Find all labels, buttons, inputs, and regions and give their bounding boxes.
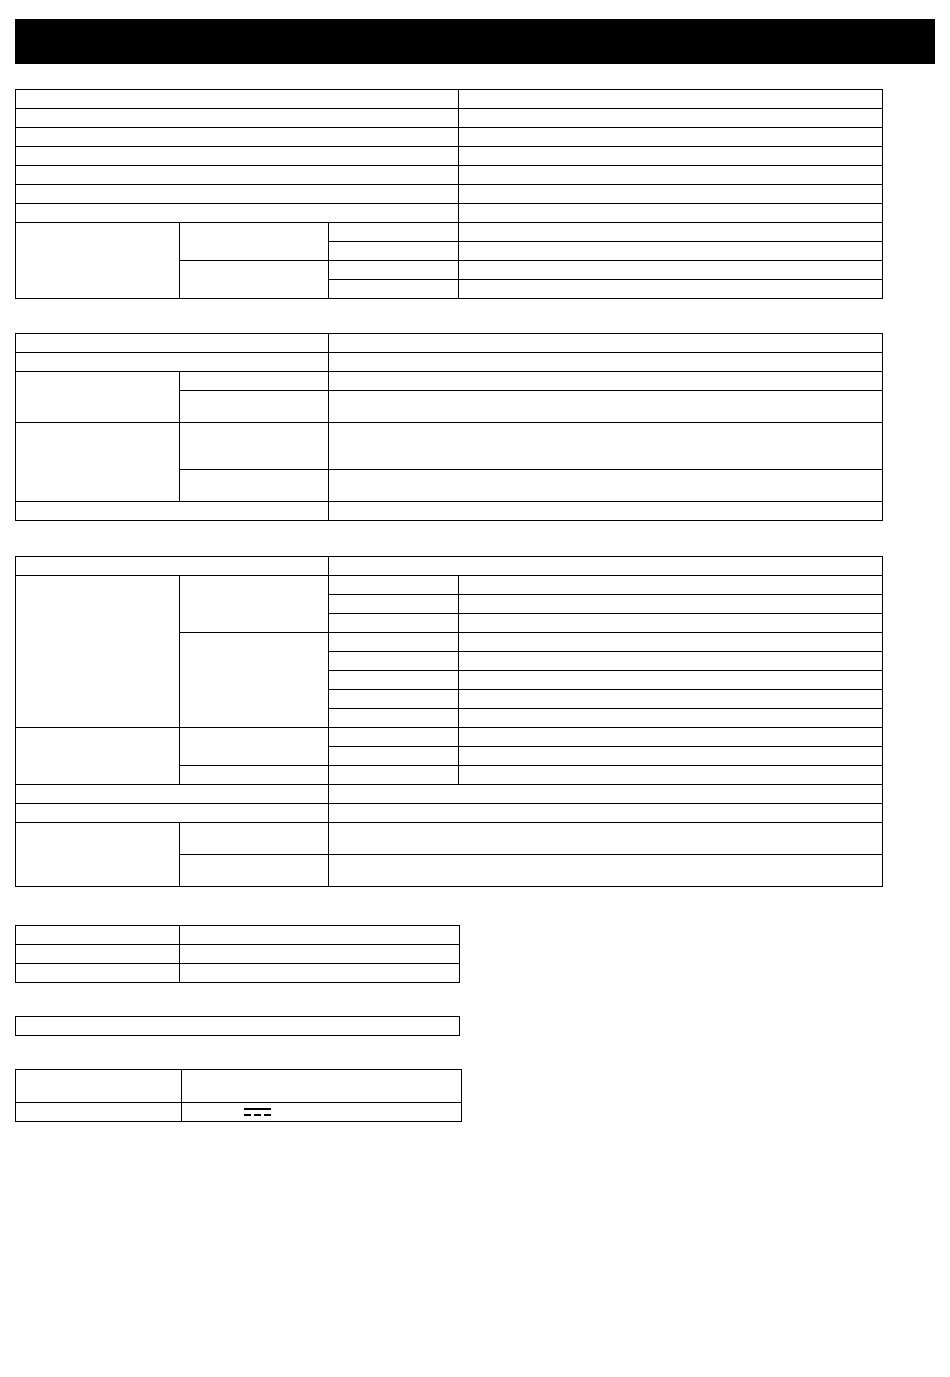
table-row xyxy=(16,785,883,804)
table-cell xyxy=(16,823,180,887)
table-cell xyxy=(180,423,329,470)
table-cell xyxy=(459,671,883,690)
table-cell xyxy=(329,261,459,280)
table-cell xyxy=(329,470,883,502)
table-cell xyxy=(329,502,883,521)
table-row xyxy=(16,353,883,372)
table-cell xyxy=(329,709,459,728)
table-cell xyxy=(329,242,459,261)
table-cell xyxy=(459,242,883,261)
table-cell xyxy=(329,334,883,353)
table-row xyxy=(16,728,883,747)
table-row xyxy=(16,576,883,595)
spec-table-6 xyxy=(15,1069,462,1122)
table-cell xyxy=(329,747,459,766)
table-row xyxy=(16,1017,460,1036)
table-row xyxy=(16,109,883,128)
table-cell xyxy=(459,109,883,128)
table-cell xyxy=(180,261,329,299)
table-cell xyxy=(180,855,329,887)
table-cell xyxy=(329,785,883,804)
table-cell xyxy=(459,185,883,204)
table-row xyxy=(16,1103,462,1122)
table-cell xyxy=(180,576,329,633)
table-row xyxy=(16,926,460,945)
table-cell xyxy=(16,804,329,823)
table-cell xyxy=(16,926,180,945)
table-cell xyxy=(182,1070,462,1103)
table-row xyxy=(16,823,883,855)
spec-table-4 xyxy=(15,925,460,983)
table-cell xyxy=(16,204,459,223)
table-cell xyxy=(459,633,883,652)
table-cell xyxy=(180,633,329,728)
table-cell xyxy=(459,747,883,766)
table-cell xyxy=(16,423,180,502)
table-cell xyxy=(459,614,883,633)
table-cell xyxy=(329,671,459,690)
table-cell xyxy=(180,945,460,964)
table-cell xyxy=(459,709,883,728)
table-cell xyxy=(329,633,459,652)
table-row xyxy=(16,90,883,109)
table-cell xyxy=(459,728,883,747)
table-cell xyxy=(459,595,883,614)
table-cell xyxy=(329,557,883,576)
table-row xyxy=(16,204,883,223)
table-cell xyxy=(16,372,180,423)
table-cell xyxy=(329,223,459,242)
table-cell xyxy=(329,690,459,709)
spec-table-5 xyxy=(15,1016,460,1036)
table-cell xyxy=(459,204,883,223)
table-cell xyxy=(329,372,883,391)
spec-table-1 xyxy=(15,89,883,299)
table-cell xyxy=(16,166,459,185)
table-row xyxy=(16,147,883,166)
table-cell xyxy=(329,576,459,595)
table-row xyxy=(16,423,883,470)
table-row xyxy=(16,502,883,521)
table-cell xyxy=(329,423,883,470)
table-cell xyxy=(180,223,329,261)
table-cell xyxy=(16,353,329,372)
table-row xyxy=(16,804,883,823)
table-row xyxy=(16,166,883,185)
table-cell xyxy=(16,728,180,785)
table-row xyxy=(16,964,460,983)
table-cell xyxy=(459,690,883,709)
table-cell xyxy=(16,185,459,204)
table-row xyxy=(16,945,460,964)
direct-current-icon xyxy=(244,1106,271,1118)
table-cell xyxy=(16,945,180,964)
table-cell xyxy=(16,1070,182,1103)
table-cell xyxy=(180,728,329,766)
table-row xyxy=(16,223,883,242)
table-row xyxy=(16,557,883,576)
table-cell xyxy=(459,576,883,595)
table-cell xyxy=(180,964,460,983)
spec-table-3 xyxy=(15,556,883,887)
table-cell xyxy=(459,128,883,147)
table-cell xyxy=(180,391,329,423)
table-cell xyxy=(180,372,329,391)
table-cell xyxy=(459,280,883,299)
table-cell xyxy=(329,595,459,614)
table-cell xyxy=(329,353,883,372)
table-cell xyxy=(16,1103,182,1122)
table-cell xyxy=(180,926,460,945)
spec-table-2 xyxy=(15,333,883,521)
table-cell xyxy=(459,90,883,109)
table-cell xyxy=(182,1103,462,1122)
table-cell xyxy=(329,614,459,633)
table-cell xyxy=(16,502,329,521)
table-cell xyxy=(180,470,329,502)
table-cell xyxy=(16,90,459,109)
table-cell xyxy=(16,128,459,147)
table-row xyxy=(16,334,883,353)
table-cell xyxy=(459,223,883,242)
table-cell xyxy=(16,223,180,299)
table-cell xyxy=(459,261,883,280)
table-cell xyxy=(16,334,329,353)
table-cell xyxy=(459,147,883,166)
table-cell xyxy=(329,728,459,747)
table-cell xyxy=(16,109,459,128)
table-cell xyxy=(459,166,883,185)
table-cell xyxy=(16,785,329,804)
table-cell xyxy=(329,855,883,887)
table-row xyxy=(16,1070,462,1103)
table-cell xyxy=(180,823,329,855)
table-cell xyxy=(329,280,459,299)
table-cell xyxy=(329,391,883,423)
table-cell xyxy=(16,576,180,728)
table-cell xyxy=(459,652,883,671)
table-cell xyxy=(180,766,329,785)
table-cell xyxy=(459,766,883,785)
table-cell xyxy=(329,823,883,855)
table-cell xyxy=(16,964,180,983)
table-cell xyxy=(329,652,459,671)
table-cell xyxy=(329,766,459,785)
table-row xyxy=(16,372,883,391)
table-cell xyxy=(16,1017,460,1036)
table-cell xyxy=(16,557,329,576)
table-cell xyxy=(329,804,883,823)
table-row xyxy=(16,185,883,204)
section-header-bar xyxy=(15,19,935,64)
table-cell xyxy=(16,147,459,166)
table-row xyxy=(16,128,883,147)
